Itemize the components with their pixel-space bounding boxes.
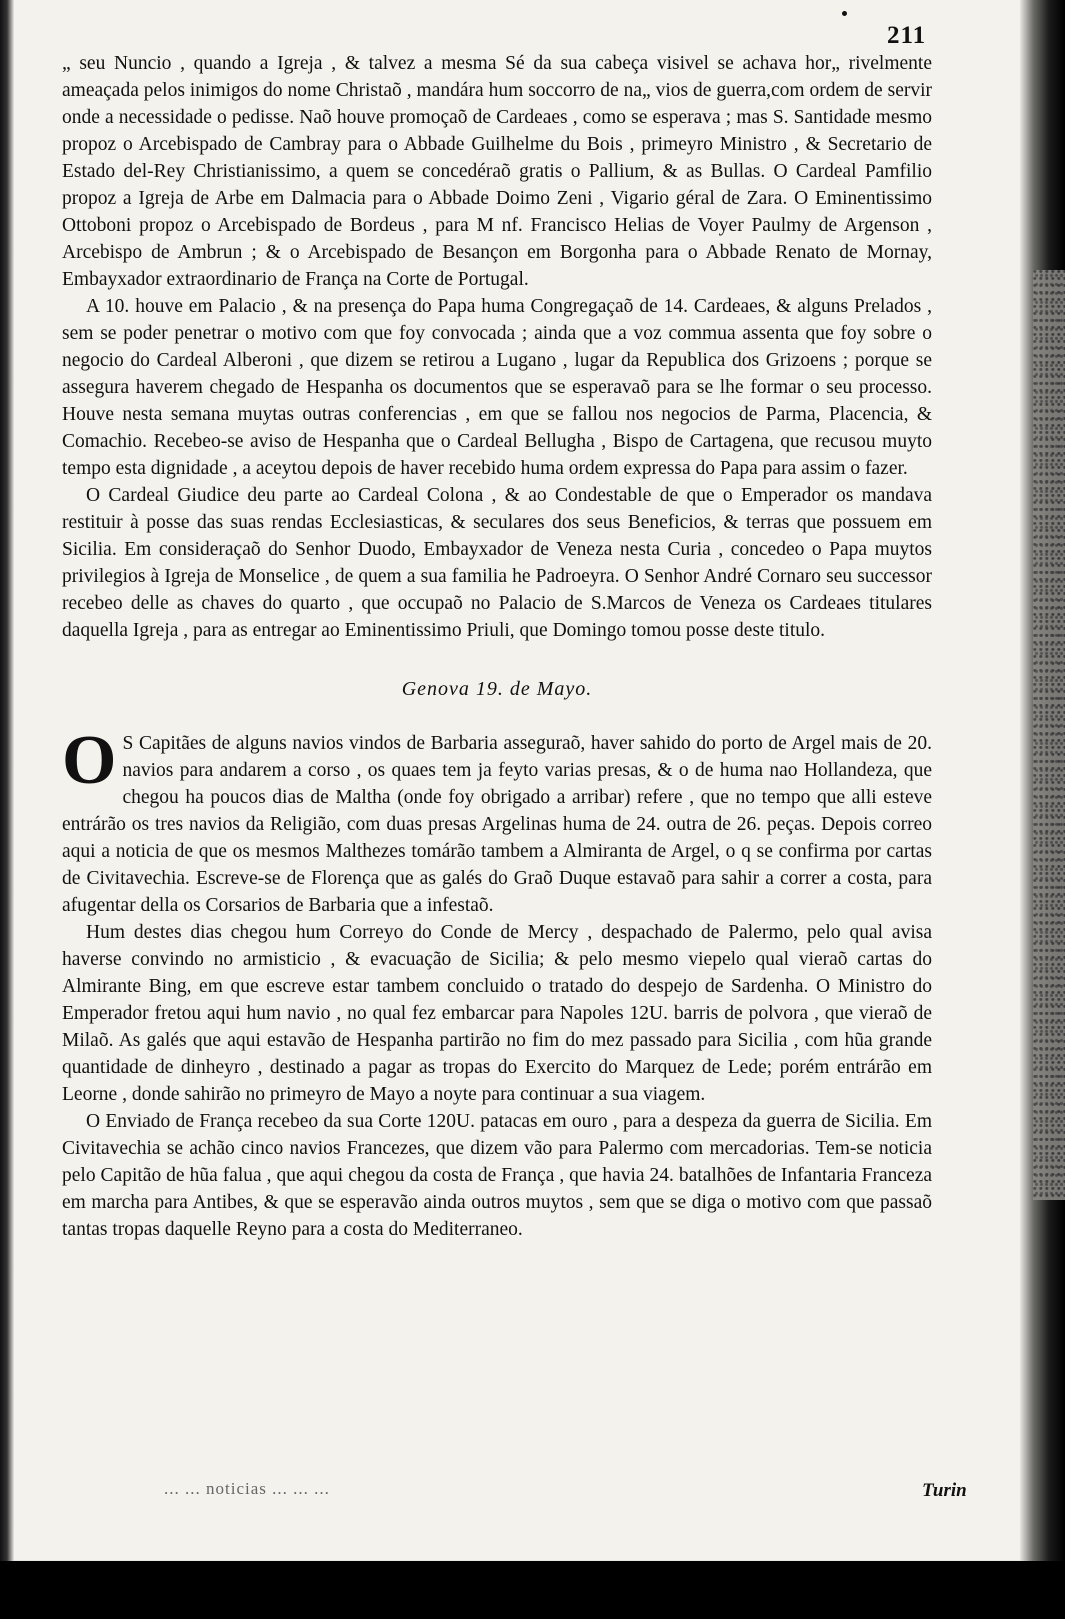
scanned-page [14,0,1020,1560]
adjacent-page-edge [1033,270,1065,1200]
paragraph-rome-2: A 10. houve em Palacio , & na presença do Papa huma Congregaçaõ de 14. Cardeaes, & alguns Prelados , sem se poder penetrar o motivo com que foy convocada ; ainda que a voz commua assenta que foy sobre o negocio do Cardeal Alberoni , que dizem se retirou a Lugano , lugar da Republica dos Grizoens ; porque se assegura haverem chegado de Hespanha os documentos que se esperavaõ para se lhe formar o seu processo. Houve nesta semana muytas outras conferencias , em que se fallou nos negocios de Parma, Placencia, & Comachio. Recebeo-se aviso de Hespanha que o Cardeal Bellugha , Bispo de Cartagena, que recusou muyto tempo esta dignidade , a aceytou depois de haver recebido huma ordem expressa do Papa para assim o fazer. [62,296,932,479]
paragraph-genova-2: Hum destes dias chegou hum Correyo do Conde de Mercy , despachado de Palermo, pelo qual avisa haverse convindo no armisticio , & evacuação de Sicilia; & pelo mesmo viepelo qual vieraõ cartas do Almirante Bing, em que escreve estar tambem concluido o tratado do despejo de Sardenha. O Ministro do Emperador fretou aqui hum navio , no qual fez embarcar para Napoles 12U. barris de polvora , que vieraõ de Milaõ. As galés que aqui estavão de Hespanha partirão no fim do mez passado para Sicilia , com hũa grande quantidade de dinheyro , destinado a pagar as tropas do Exercito do Marquez de Lede; porém entrárão em Leorne , donde sahirão no primeyro de Mayo a noyte para continuar a sua viagem. [62,922,932,1105]
catchword: Turin [922,1480,967,1501]
scan-bottom-border [0,1561,1065,1619]
paragraph-genova-1-text: S Capitães de alguns navios vindos de Barbaria asseguraõ, haver sahido do porto de Argel mais de 20. navios para andarem a corso , os quaes tem ja feyto varias presas, & o de huma nao Hollandeza, que chegou ha poucos dias de Maltha (onde foy obrigado a arribar) refere , que no tempo que alli esteve entrárão os tres navios da Religião, com duas presas Argelinas huma de 24. outra de 26. peças. Depois correo aqui a noticia de que os mesmos Malthezes tomárão tambem a Almiranta de Argel, o q se confirma por cartas de Civitavechia. Escreve-se de Florença que as galés do Graõ Duque estavaõ para sahir a correr a costa, para afugentar della os Corsarios de Barbaria que a infestaõ. [62,733,932,916]
bleed-through-footer: ... ... noticias ... ... ... [164,1479,330,1498]
paragraph-genova-1 [62,722,932,919]
ink-dot [842,11,847,16]
text-column [62,50,932,1243]
page-number: 211 [887,22,927,49]
paragraph-rome-3: O Cardeal Giudice deu parte ao Cardeal Colona , & ao Condestable de que o Emperador os mandava restituir à posse das suas rendas Ecclesiasticas, & seculares dos seus Beneficios, & terras que possuem em Sicilia. Em consideraçaõ do Senhor Duodo, Embayxador de Veneza nesta Curia , concedeo o Papa muytos privilegios à Igreja de Monselice , de quem a sua familia he Padroeyra. O Senhor André Cornaro seu successor recebeo delle as chaves do quarto , que occupaõ no Palacio de S.Marcos de Veneza os Cardeaes titulares daquella Igreja , para as entregar ao Eminentissimo Priuli, que Domingo tomou posse deste titulo. [62,485,932,641]
paragraph-rome-1: „ seu Nuncio , quando a Igreja , & talvez a mesma Sé da sua cabeça visivel se achava hor„ rivelmente ameaçada pelos inimigos do nome Christaõ , mandára hum soccorro de na„ vios de guerra,com ordem de servir onde a necessidade o pedisse. Naõ houve promoçaõ de Cardeaes , como se esperava ; mas S. Santidade mesmo propoz o Arcebispado de Cambray para o Abbade Guilhelme du Bois , primeyro Ministro , & Secretario de Estado del-Rey Christianissimo, a quem se concedéraõ gratis o Pallium, & as Bullas. O Cardeal Pamfilio propoz a Igreja de Arbe em Dalmacia para o Abbade Doimo Zeni , Vigario géral de Zara. O Eminentissimo Ottoboni propoz o Arcebispado de Bordeus , para M nf. Francisco Helias de Voyer Paulmy de Argenson , Arcebispo de Ambrun ; & o Arcebispado de Besançon em Borgonha para o Abbade Renato de Mornay, Embayxador extraordinario de França na Corte de Portugal. [62,53,932,290]
page-left-edge [0,0,14,1619]
paragraph-genova-3: O Enviado de França recebeo da sua Corte 120U. patacas em ouro , para a despeza da guerra de Sicilia. Em Civitavechia se achão cinco navios Francezes, que dizem vão para Palermo com mercadorias. Tem-se noticia pelo Capitão de hũa falua , que aqui chegou da costa de França , que havia 24. batalhões de Infantaria Franceza em marcha para Antibes, & que se esperavão ainda outros muytos , sem que se diga o motivo com que passaõ tantas tropas daquelle Reyno para a costa do Mediterraneo. [62,1111,932,1240]
dateline-genova: Genova 19. de Mayo. [401,678,593,700]
drop-cap: O [62,722,117,799]
